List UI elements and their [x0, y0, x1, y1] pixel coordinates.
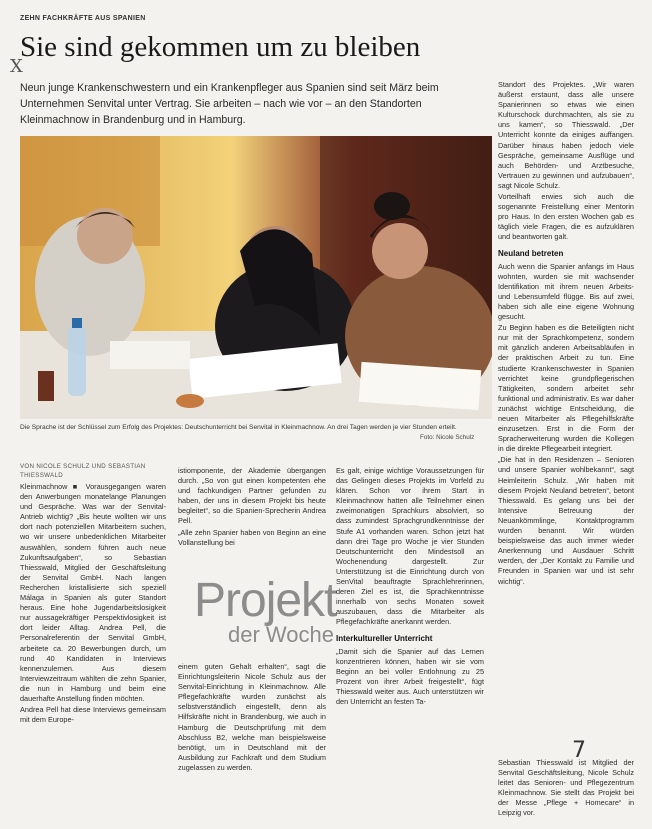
column-1-paragraph-2: Andrea Pell hat diese Interviews gemeinsam mit dem Europe-: [20, 705, 166, 725]
column-4-subheading: Neuland betreten: [498, 248, 564, 258]
column-2-paragraph-2: „Alle zehn Spanier haben von Beginn an eine Vollanstellung bei: [178, 527, 326, 547]
classroom-photo: [20, 136, 492, 419]
headline: Sie sind gekommen um zu bleiben: [20, 31, 421, 63]
lead-paragraph: Neun junge Krankenschwestern und ein Krankenpfleger aus Spanien sind seit März beim Unternehmen Senvital unter Vertrag. Sie arbeiten – nach wie vor – an den Standorten Kleinmachnow in Brandenburg und in Hamburg.: [20, 82, 439, 126]
article-column-1: [20, 482, 166, 822]
article-column-2-top: [178, 466, 326, 574]
column-1-paragraph-1: Kleinmachnow ■ Vorausgegangen waren den Anwerbungen monatelange Planungen und Gespräche. Was war der Senvital-Antrieb wichtig? „Bis heute wollten wir uns dort nach potenziellen Mitarbeitern suchen, wo wir unsere unbedenklichen Mitarbeiter auswählen, sondern führen auch neue Zukunftsaufgaben“, so Sebastian Thiesswald, Mitglied der Geschäftsleitung der Senvital GmbH. Nach langen Recherchen kristallisierte sich speziell Málaga in Spanien als guter Standort heraus. Eine hohe Jugendarbeitslosigkeit nur aussagekräftiger Perspektivlosigkeit ist dort leider Alltag. Andrea Pell, die Personalreferentin der Senvital GmbH, arbeitete ca. 20 Bewerbungen durch, um rund 40 Kandidaten in Interviews kennenzulernen. Aus diesem Interviewzeitraum wählten die zehn Spanier, die nun in Hamburg und beim eine dauerhafte Anstellung finden möchten.: [20, 482, 166, 703]
author-note: [498, 758, 634, 824]
column-3-paragraph-2: „Damit sich die Spanier auf das Lernen konzentrieren können, haben wir sie vom Beginn an bei voller Entlohnung zu 25 Prozent von ihrer Arbeit freigestellt“, fügt Thiesswald weiter aus. Auch unterstützen wir den Unterricht an festen Ta-: [336, 646, 484, 707]
article-column-4: [498, 80, 634, 746]
column-4-paragraph-1: Standort des Projektes. „Wir waren äußerst erstaunt, dass alle unsere Spanierinnen so etwas wie einen Kulturschock durchmachten, als sie zu uns kamen“, so Thiesswald. „Der Unterricht konnte da einiges auffangen. Darüber hinaus haben jedoch viele Gespräche, gemeinsame Ausflüge und auch Behörden- und Arztbesuche, Vertrauen zu gewinnen und aufzubauen“, sagt Nicole Schulz.: [498, 80, 634, 190]
classroom-photo-illustration: [20, 136, 492, 419]
column-3-paragraph-1: Es galt, einige wichtige Voraussetzungen für das Gelingen dieses Projekts im Vorfeld zu klären. Schon vor ihrem Start in Kleinmachnow hatten alle Teilnehmer einen zweimonatigen Sprachkurs absolviert, so dass zumindest Sprachgrundkenntnisse der Stufe A1 vorhanden waren. Schon jetzt hat dann drei Tage pro Woche je vier Stunden Deutschunterricht den Mindestsoll an Wochenendung dargestellt. Zur Unterstützung ist die Einrichtung durch von SenVital beauftragte Sprachlehrerinnen, deren Ziel es ist, die Sprachkenntnisse innerhalb von sechs Monaten soweit auszubauen, dass die Mitarbeiter als Pflegefachkräfte anerkannt werden.: [336, 466, 484, 627]
kicker: ZEHN FACHKRÄFTE AUS SPANIEN: [20, 15, 146, 22]
column-2-paragraph-1: istiomponente, der Akademie übergangen durch. „So von gut einen kompetenten ehe und fachkundigen Partner gefunden zu haben, der uns in diesem Projekt bis heute begleitet“, so die Spanien-Sprecherin Andrea Pell.: [178, 466, 326, 526]
promo-line-2: der Woche: [228, 622, 334, 647]
column-4-paragraph-3: Auch wenn die Spanier anfangs im Haus wohnten, wurden sie mit wachsender Identifikation mit ihrem neuen Arbeits- und Lebensumfeld flügge. Bis auf zwei, haben sich alle eine eigene Wohnung gesucht.: [498, 261, 634, 322]
projekt-der-woche-logo: [188, 576, 336, 658]
photo-caption: Die Sprache ist der Schlüssel zum Erfolg des Projektes: Deutschunterricht bei Senvital in Kleinmachnow. An drei Tagen werden je vier Stunden erteilt.: [20, 424, 457, 431]
column-4-paragraph-5: „Die hat in den Residenzen – Senioren und unsere Spanier wohlbekannt“, sagt Heimleiterin Schulz. „Wir haben mit diesem Projekt Neuland betreten“, betont Thiesswald. Es gelang uns bei der Intensive Betreuung der Neuankömmlinge, Kontaktprogramm wurden benannt. Wir würden beispielsweise das auch immer wieder Anerkennung und Ausdauer Schritt werden, der „Der Kontakt zu Familie und Freunden in Spanien war und ist sehr wichtig“.: [498, 455, 634, 586]
column-4-paragraph-2: Vorteilhaft erwies sich auch die sogenannte Freistellung einer Mentorin pro Haus. In den ersten Wochen gab es täglich viele Fragen, die es aufzuklären und beantworten galt.: [498, 192, 634, 242]
handwritten-margin-mark: X: [10, 56, 23, 77]
promo-line-1: Projekt: [194, 574, 337, 627]
author-byline: VON NICOLE SCHULZ UND SEBASTIAN THIESSWALD: [20, 463, 146, 479]
handwritten-number: 7: [572, 738, 586, 763]
photo-credit: Foto: Nicole Schulz: [420, 434, 475, 441]
article-column-3: [336, 466, 484, 826]
article-column-2-bottom: [178, 662, 326, 822]
column-2-paragraph-3: einem guten Gehalt erhalten“, sagt die Einrichtungsleiterin Nicole Schulz aus der Senvital-Einrichtung in Kleinmachnow. Alle Pflegefachkräfte wurden zunächst als selbstverständlich eingestellt, denn als Hilfskräfte nicht in Brandenburg, wie auch in Hamburg die Deutschprüfung mit dem Abschluss B2, welche man beispielsweise benötigt, um in Deutschland mit der Ausbildung zur Fachkraft und dem Studium zugelassen zu werden.: [178, 662, 326, 772]
author-note-text: Sebastian Thiesswald ist Mitglied der Senvital Geschäftsleitung, Nicole Schulz leitet das Senioren- und Pflegezentrum Kleinmachnow. Sie stellt das Projekt bei der Messe „Pflege + Homecare“ in Leipzig vor.: [498, 758, 634, 818]
column-3-subheading: Interkultureller Unterricht: [336, 633, 433, 643]
column-4-paragraph-4: Zu Beginn haben es die Beteiligten nicht nur mit der Sprachkompetenz, sondern mit gänzlich anderen Arbeitsabläufen in der praktischen Arbeit zu tun. Eine studierte Krankenschwester in Spanien verrichtet keine grundpflegerischen Tätigkeiten, sondern arbeitet sehr funktional und administrativ. Es war daher zunächst wichtige Entscheidung, die neuen Mitarbeiter als Pflegehilfskräfte einzusetzen. Erst in die Form der Spracherweiterung wurden die Kollegen in die direkte Pflegearbeit integriert.: [498, 323, 634, 454]
